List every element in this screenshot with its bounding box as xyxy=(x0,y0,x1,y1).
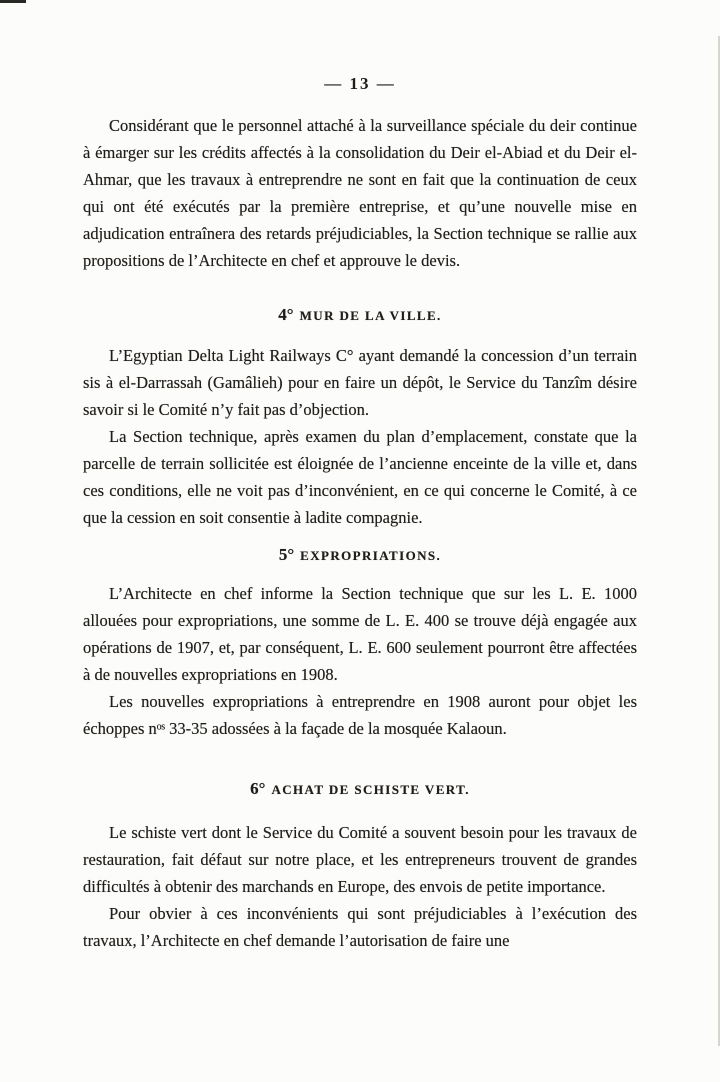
section-number: 6° xyxy=(250,779,266,798)
paragraph: Les nouvelles expropriations à entreprendre en 1908 auront pour objet les échoppes nᵒˢ 33-35 adossées à la façade de la mosquée Kalaoun. xyxy=(83,692,637,738)
section-heading-4 xyxy=(83,302,637,327)
paragraph: L’Architecte en chef informe la Section technique que sur les L. E. 1000 allouées pour expropriations, une somme de L. E. 400 se trouve déjà engagée aux opérations de 1907, et, par conséquent, L. E. 600 seulement pourront être affectées à de nouvelles expropriations en 1908. xyxy=(83,584,637,684)
paragraph: Le schiste vert dont le Service du Comité a souvent besoin pour les travaux de restauration, fait défaut sur notre place, et les entrepreneurs trouvent de grandes difficultés à obtenir des marchands en Europe, des envois de petite importance. xyxy=(83,823,637,896)
paragraph: L’Egyptian Delta Light Railways C° ayant demandé la concession d’un terrain sis à el-Darrassah (Gamâlieh) pour en faire un dépôt, le Service du Tanzîm désire savoir si le Comité n’y fait pas d’objection. xyxy=(83,346,637,419)
section-heading-5 xyxy=(83,542,637,567)
paragraph: Pour obvier à ces inconvénients qui sont préjudiciables à l’exécution des travaux, l’Architecte en chef demande l’autorisation de faire une xyxy=(83,904,637,950)
page-number: — 13 — xyxy=(324,74,396,93)
section-title: MUR DE LA VILLE. xyxy=(299,308,442,323)
page-body xyxy=(83,112,637,954)
section-heading-6 xyxy=(83,776,637,801)
section-number: 5° xyxy=(278,545,295,564)
section-number: 4° xyxy=(278,305,294,324)
section-title: ACHAT DE SCHISTE VERT. xyxy=(271,782,470,797)
paragraph: Considérant que le personnel attaché à la surveillance spéciale du deir continue à émarger sur les crédits affectés à la consolidation du Deir el-Abiad et du Deir el-Ahmar, que les travaux à entreprendre ne sont en fait que la continuation de ceux qui ont été exécutés par la première entreprise, et qu’une nouvelle mise en adjudication entraînera des retards préjudiciables, la Section technique se rallie aux propositions de l’Architecte en chef et approuve le devis. xyxy=(83,116,637,270)
paragraph: La Section technique, après examen du plan d’emplacement, constate que la parcelle de terrain sollicitée est éloignée de l’ancienne enceinte de la ville et, dans ces conditions, elle ne voit pas d’inconvénient, en ce qui concerne le Comité, à ce que la cession en soit consentie à ladite compagnie. xyxy=(83,427,637,527)
scan-artifact-top-left xyxy=(0,0,26,3)
section-title: EXPROPRIATIONS. xyxy=(300,548,442,563)
